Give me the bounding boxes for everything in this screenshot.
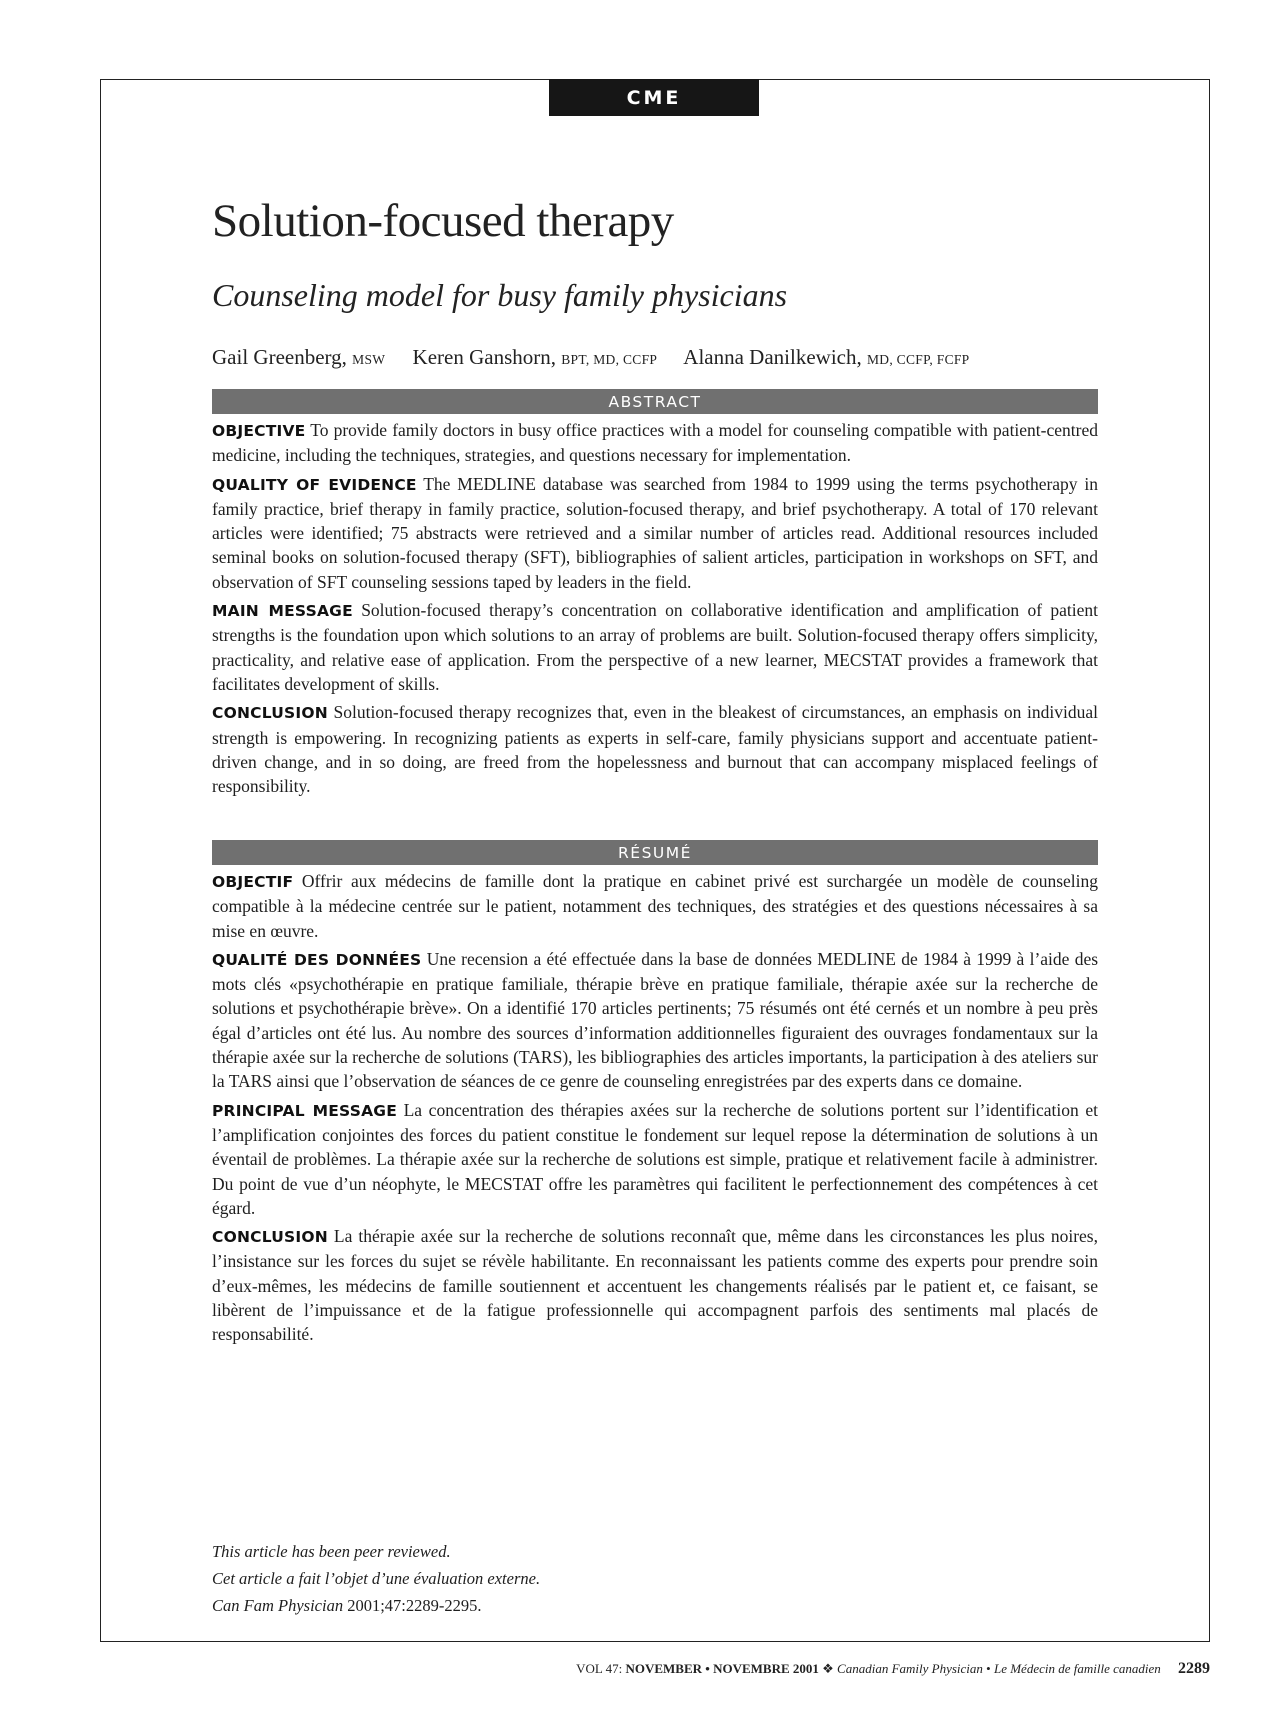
peer-review-en: This article has been peer reviewed.	[212, 1542, 451, 1561]
author-credentials: BPT, MD, CCFP	[561, 352, 658, 367]
author-list	[212, 345, 992, 370]
section-text: Solution-focused therapy recognizes that, even in the bleakest of circumstances, an emphasis on individual strength is empowering. In recognizing patients as experts in self-care, family physicians support and accentuate patient-driven change, and in so doing, are freed from the hopelessness and burnout that can accompany misplaced feelings of responsibility.	[212, 702, 1099, 797]
article-title: Solution-focused therapy	[212, 195, 674, 247]
author-name: Keren Ganshorn,	[412, 345, 556, 369]
section-label: PRINCIPAL MESSAGE	[212, 1101, 397, 1120]
citation-ref: 2001;47:2289-2295.	[347, 1596, 482, 1615]
citation-journal: Can Fam Physician	[212, 1596, 344, 1615]
footer-journal-en: Canadian Family Physician	[837, 1661, 983, 1676]
abstract-main-message	[212, 598, 1098, 696]
section-tab: CME	[549, 79, 759, 116]
resume-objectif	[212, 869, 1098, 943]
section-text: To provide family doctors in busy office practices with a model for counseling compatible with patient-centred medicine, including the techniques, strategies, and questions necessary for implementation.	[212, 420, 1098, 466]
section-label: QUALITÉ DES DONNÉES	[212, 950, 422, 969]
footer-volume: VOL 47:	[576, 1661, 623, 1676]
abstract-quality-of-evidence	[212, 472, 1098, 594]
footer-separator: ❖	[822, 1661, 834, 1676]
resume-conclusion	[212, 1224, 1098, 1346]
author	[212, 345, 385, 369]
resume-principal-message	[212, 1098, 1098, 1220]
footer-date: NOVEMBER • NOVEMBRE 2001	[625, 1661, 819, 1676]
page-footer	[576, 1660, 1210, 1678]
citation	[212, 1596, 482, 1615]
section-text: Solution-focused therapy’s concentration on collaborative identification and amplification of patient strengths is the foundation upon which solutions to an array of problems are built. Solution-focused therapy offers simplicity, practicality, and relative ease of application. From the perspective of a new learner, MECSTAT provides a framework that facilitates development of skills.	[212, 600, 1098, 694]
section-label: OBJECTIVE	[212, 422, 306, 440]
resume-heading: RÉSUMÉ	[212, 840, 1098, 865]
author-credentials: MSW	[352, 352, 386, 367]
author	[683, 345, 969, 369]
footer-bullet: •	[986, 1661, 991, 1676]
review-note	[212, 1538, 540, 1619]
section-text: The MEDLINE database was searched from 1984 to 1999 using the terms psychotherapy in family practice, brief therapy in family practice, solution-focused therapy, and brief psychotherapy. A total of 170 relevant articles were identified; 75 abstracts were retrieved and a similar number of articles read. Additional resources included seminal books on solution-focused therapy (SFT), bibliographies of salient articles, participation in workshops on SFT, and observation of SFT counseling sessions taped by leaders in the field.	[212, 473, 1098, 592]
footer-journal-fr: Le Médecin de famille canadien	[993, 1661, 1161, 1676]
abstract-conclusion	[212, 700, 1098, 798]
section-label: MAIN MESSAGE	[212, 602, 353, 621]
abstract-objective	[212, 418, 1098, 468]
author-name: Gail Greenberg,	[212, 345, 347, 369]
author-name: Alanna Danilkewich,	[683, 345, 862, 369]
abstract-heading: ABSTRACT	[212, 389, 1098, 414]
section-label: CONCLUSION	[212, 704, 328, 723]
author-credentials: MD, CCFP, FCFP	[866, 352, 970, 367]
section-text: Une recension a été effectuée dans la base de données MEDLINE de 1984 à 1999 à l’aide des mots clés «psychothérapie en pratique familiale, thérapie brève en pratique familiale, thérapie axée sur la recherche de solutions et psychothérapie brève». On a identifié 170 articles pertinents; 75 résumés ont été cernés et un nombre à peu près égal d’articles ont été lus. Au nombre des sources d’information additionnelles figuraient des ouvrages fondamentaux sur la thérapie axée sur la recherche de solutions (TARS), les bibliographies des articles importants, la participation à des ateliers sur la TARS ainsi que l’observation de séances de ce genre de counseling enregistrées par des experts dans ce domaine.	[212, 948, 1099, 1092]
peer-review-fr: Cet article a fait l’objet d’une évaluation externe.	[212, 1569, 541, 1588]
article-subtitle: Counseling model for busy family physicians	[212, 277, 788, 313]
abstract-section	[212, 389, 1098, 802]
section-label: OBJECTIF	[212, 873, 294, 891]
author	[413, 345, 658, 369]
resume-section	[212, 840, 1098, 1351]
page-number: 2289	[1178, 1660, 1210, 1677]
resume-qualite-des-donnees	[212, 947, 1098, 1094]
section-text: La thérapie axée sur la recherche de solutions reconnaît que, même dans les circonstances les plus noires, l’insistance sur les forces du sujet se révèle habilitante. En reconnaissant les patients comme des experts pour prendre soin d’eux-mêmes, les médecins de famille soutiennent et accentuent les changements réalisés par le patient et, ce faisant, se libèrent de l’impuissance et de la fatigue professionnelle qui accompagnent parfois des sentiments mal placés de responsabilité.	[212, 1226, 1098, 1345]
section-text: Offrir aux médecins de famille dont la pratique en cabinet privé est surchargée un modèle de counseling compatible à la médecine centrée sur le patient, notamment des techniques, des stratégies et des questions nécessaires à sa mise en œuvre.	[212, 871, 1099, 941]
section-label: QUALITY OF EVIDENCE	[212, 475, 417, 494]
section-text: La concentration des thérapies axées sur la recherche de solutions portent sur l’identification et l’amplification conjointes des forces du patient constitue le fondement sur lequel repose la détermination de solutions à un éventail de problèmes. La thérapie axée sur la recherche de solutions est simple, pratique et relativement facile à administrer. Du point de vue d’un néophyte, le MECSTAT offre les paramètres qui facilitent le perfectionnement des compétences à cet égard.	[212, 1099, 1099, 1218]
section-label: CONCLUSION	[212, 1228, 328, 1247]
